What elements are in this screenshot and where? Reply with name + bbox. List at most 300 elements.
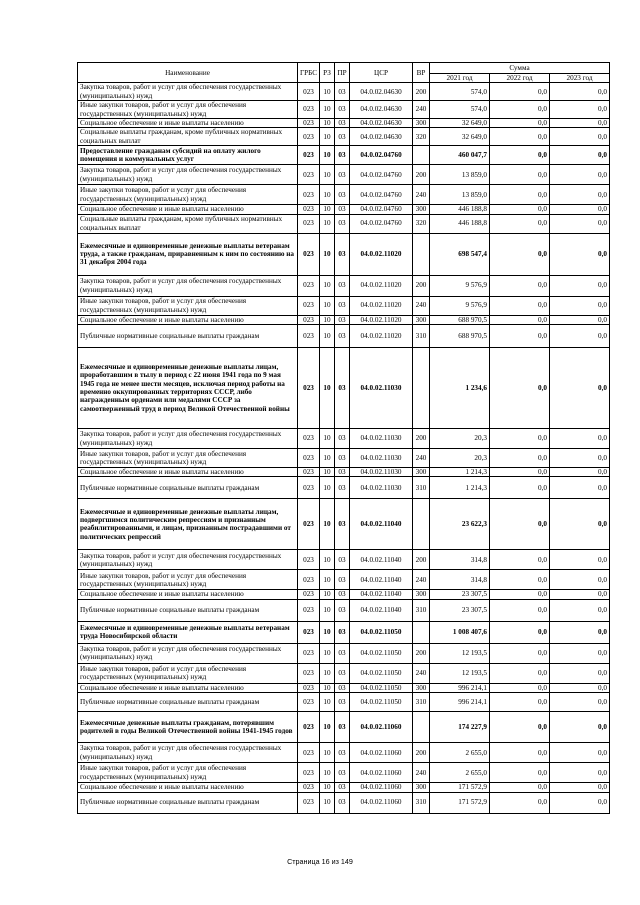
cell-csr: 04.0.02.11060 (350, 763, 413, 783)
cell-2021: 2 655,0 (430, 743, 490, 763)
cell-grbs: 023 (298, 683, 320, 692)
cell-rz: 10 (320, 477, 335, 499)
cell-vr: 300 (413, 783, 430, 792)
cell-rz: 10 (320, 146, 335, 165)
cell-pr: 03 (335, 233, 350, 275)
cell-csr: 04.0.02.11030 (350, 468, 413, 477)
cell-rz: 10 (320, 792, 335, 813)
cell-name: Иные закупки товаров, работ и услуг для обеспечения государственных (муниципальных) нужд (78, 570, 298, 590)
cell-2022: 0,0 (490, 348, 550, 429)
cell-csr: 04.0.02.11020 (350, 275, 413, 296)
cell-vr: 310 (413, 477, 430, 499)
cell-csr: 04.0.02.11040 (350, 499, 413, 550)
cell-pr: 03 (335, 348, 350, 429)
cell-name: Социальные выплаты гражданам, кроме публичных нормативных социальных выплат (78, 128, 298, 146)
cell-2023: 0,0 (550, 205, 610, 214)
cell-2023: 0,0 (550, 101, 610, 119)
cell-name: Публичные нормативные социальные выплаты гражданам (78, 325, 298, 348)
cell-csr: 04.0.02.04760 (350, 165, 413, 185)
cell-2021: 32 649,0 (430, 119, 490, 128)
cell-vr: 240 (413, 296, 430, 315)
cell-2021: 171 572,9 (430, 783, 490, 792)
cell-grbs: 023 (298, 743, 320, 763)
cell-name: Социальное обеспечение и иные выплаты населению (78, 590, 298, 599)
cell-rz: 10 (320, 233, 335, 275)
cell-pr: 03 (335, 429, 350, 449)
cell-pr: 03 (335, 468, 350, 477)
cell-2021: 446 188,8 (430, 205, 490, 214)
cell-vr (413, 348, 430, 429)
header-year-2022: 2022 год (490, 74, 550, 83)
cell-2022: 0,0 (490, 119, 550, 128)
cell-grbs: 023 (298, 621, 320, 643)
table-row (78, 315, 610, 324)
table-row (78, 275, 610, 296)
cell-csr: 04.0.02.11030 (350, 348, 413, 429)
cell-vr: 320 (413, 128, 430, 146)
cell-2021: 996 214,1 (430, 683, 490, 692)
cell-2023: 0,0 (550, 296, 610, 315)
cell-csr: 04.0.02.04760 (350, 205, 413, 214)
cell-rz: 10 (320, 550, 335, 570)
cell-grbs: 023 (298, 315, 320, 324)
cell-rz: 10 (320, 683, 335, 692)
cell-vr: 200 (413, 550, 430, 570)
cell-2022: 0,0 (490, 315, 550, 324)
cell-2022: 0,0 (490, 101, 550, 119)
table-row (78, 763, 610, 783)
header-pr: ПР (335, 63, 350, 83)
table-row (78, 683, 610, 692)
cell-rz: 10 (320, 621, 335, 643)
cell-2023: 0,0 (550, 348, 610, 429)
table-row (78, 214, 610, 233)
cell-pr: 03 (335, 214, 350, 233)
table-row (78, 712, 610, 743)
cell-csr: 04.0.02.04760 (350, 146, 413, 165)
cell-name: Публичные нормативные социальные выплаты гражданам (78, 599, 298, 621)
cell-vr: 200 (413, 83, 430, 101)
table-row (78, 119, 610, 128)
cell-grbs: 023 (298, 119, 320, 128)
table-row (78, 128, 610, 146)
cell-2021: 1 008 407,6 (430, 621, 490, 643)
cell-csr: 04.0.02.11060 (350, 712, 413, 743)
budget-table (77, 62, 610, 814)
cell-2022: 0,0 (490, 693, 550, 712)
cell-grbs: 023 (298, 348, 320, 429)
cell-name: Закупка товаров, работ и услуг для обеспечения государственных (муниципальных) нужд (78, 643, 298, 663)
header-rz: РЗ (320, 63, 335, 83)
cell-2023: 0,0 (550, 763, 610, 783)
cell-pr: 03 (335, 683, 350, 692)
cell-pr: 03 (335, 101, 350, 119)
cell-name: Иные закупки товаров, работ и услуг для обеспечения государственных (муниципальных) нужд (78, 663, 298, 683)
cell-grbs: 023 (298, 325, 320, 348)
cell-2021: 446 188,8 (430, 214, 490, 233)
table-header (78, 63, 610, 83)
table-row (78, 570, 610, 590)
cell-2023: 0,0 (550, 429, 610, 449)
cell-csr: 04.0.02.11040 (350, 550, 413, 570)
cell-2023: 0,0 (550, 185, 610, 205)
cell-2022: 0,0 (490, 743, 550, 763)
cell-name: Ежемесячные и единовременные денежные выплаты ветеранам труда, а также гражданам, приравненным к ним по состоянию на 31 декабря 2004 года (78, 233, 298, 275)
cell-2023: 0,0 (550, 570, 610, 590)
cell-vr: 240 (413, 101, 430, 119)
cell-2021: 574,0 (430, 83, 490, 101)
cell-2022: 0,0 (490, 712, 550, 743)
cell-name: Предоставление гражданам субсидий на оплату жилого помещения и коммунальных услуг (78, 146, 298, 165)
cell-grbs: 023 (298, 477, 320, 499)
cell-pr: 03 (335, 550, 350, 570)
cell-csr: 04.0.02.04630 (350, 119, 413, 128)
cell-2022: 0,0 (490, 296, 550, 315)
cell-2023: 0,0 (550, 468, 610, 477)
cell-2021: 171 572,9 (430, 792, 490, 813)
cell-rz: 10 (320, 185, 335, 205)
cell-grbs: 023 (298, 468, 320, 477)
cell-vr: 300 (413, 590, 430, 599)
cell-name: Публичные нормативные социальные выплаты гражданам (78, 477, 298, 499)
cell-grbs: 023 (298, 429, 320, 449)
cell-name: Социальное обеспечение и иные выплаты населению (78, 683, 298, 692)
table-row (78, 205, 610, 214)
cell-pr: 03 (335, 621, 350, 643)
cell-2023: 0,0 (550, 550, 610, 570)
cell-csr: 04.0.02.11020 (350, 325, 413, 348)
cell-grbs: 023 (298, 165, 320, 185)
cell-2022: 0,0 (490, 599, 550, 621)
cell-vr: 240 (413, 763, 430, 783)
cell-rz: 10 (320, 763, 335, 783)
cell-vr: 310 (413, 599, 430, 621)
cell-2023: 0,0 (550, 693, 610, 712)
cell-vr (413, 621, 430, 643)
cell-vr: 300 (413, 205, 430, 214)
cell-2023: 0,0 (550, 792, 610, 813)
cell-csr: 04.0.02.11030 (350, 477, 413, 499)
cell-pr: 03 (335, 783, 350, 792)
cell-2022: 0,0 (490, 325, 550, 348)
cell-2022: 0,0 (490, 663, 550, 683)
cell-vr: 300 (413, 683, 430, 692)
cell-vr: 200 (413, 165, 430, 185)
table-row (78, 477, 610, 499)
cell-2021: 314,8 (430, 570, 490, 590)
cell-2023: 0,0 (550, 146, 610, 165)
cell-pr: 03 (335, 128, 350, 146)
table-row (78, 325, 610, 348)
cell-2021: 12 193,5 (430, 663, 490, 683)
cell-pr: 03 (335, 763, 350, 783)
cell-csr: 04.0.02.04630 (350, 101, 413, 119)
cell-2022: 0,0 (490, 165, 550, 185)
table-row (78, 146, 610, 165)
cell-rz: 10 (320, 315, 335, 324)
cell-2021: 688 970,5 (430, 325, 490, 348)
cell-csr: 04.0.02.11060 (350, 743, 413, 763)
cell-2022: 0,0 (490, 621, 550, 643)
cell-2023: 0,0 (550, 743, 610, 763)
cell-vr: 200 (413, 429, 430, 449)
cell-csr: 04.0.02.04630 (350, 128, 413, 146)
cell-vr (413, 233, 430, 275)
header-vr: ВР (413, 63, 430, 83)
cell-rz: 10 (320, 468, 335, 477)
cell-2021: 23 307,5 (430, 590, 490, 599)
table-row (78, 550, 610, 570)
cell-vr: 300 (413, 315, 430, 324)
cell-pr: 03 (335, 499, 350, 550)
cell-vr: 300 (413, 468, 430, 477)
cell-grbs: 023 (298, 146, 320, 165)
cell-csr: 04.0.02.04760 (350, 214, 413, 233)
cell-2023: 0,0 (550, 233, 610, 275)
cell-csr: 04.0.02.11040 (350, 570, 413, 590)
cell-rz: 10 (320, 275, 335, 296)
table-row (78, 743, 610, 763)
cell-name: Социальное обеспечение и иные выплаты населению (78, 119, 298, 128)
table-row (78, 101, 610, 119)
cell-vr: 310 (413, 325, 430, 348)
cell-2021: 9 576,9 (430, 275, 490, 296)
cell-pr: 03 (335, 146, 350, 165)
cell-name: Закупка товаров, работ и услуг для обеспечения государственных (муниципальных) нужд (78, 275, 298, 296)
table-row (78, 783, 610, 792)
cell-2023: 0,0 (550, 119, 610, 128)
cell-2022: 0,0 (490, 233, 550, 275)
table-body (78, 83, 610, 813)
table-row (78, 165, 610, 185)
cell-grbs: 023 (298, 643, 320, 663)
header-year-2023: 2023 год (550, 74, 610, 83)
cell-vr: 240 (413, 449, 430, 468)
cell-grbs: 023 (298, 712, 320, 743)
table-row (78, 621, 610, 643)
cell-pr: 03 (335, 205, 350, 214)
cell-name: Социальное обеспечение и иные выплаты населению (78, 783, 298, 792)
cell-2022: 0,0 (490, 590, 550, 599)
cell-pr: 03 (335, 693, 350, 712)
cell-rz: 10 (320, 83, 335, 101)
cell-grbs: 023 (298, 449, 320, 468)
cell-pr: 03 (335, 119, 350, 128)
cell-name: Закупка товаров, работ и услуг для обеспечения государственных (муниципальных) нужд (78, 165, 298, 185)
cell-vr: 310 (413, 792, 430, 813)
cell-name: Иные закупки товаров, работ и услуг для обеспечения государственных (муниципальных) нужд (78, 763, 298, 783)
cell-2022: 0,0 (490, 275, 550, 296)
cell-pr: 03 (335, 590, 350, 599)
cell-csr: 04.0.02.11060 (350, 783, 413, 792)
cell-2021: 13 859,0 (430, 185, 490, 205)
cell-2021: 996 214,1 (430, 693, 490, 712)
header-name: Наименование (78, 63, 298, 83)
cell-vr: 320 (413, 214, 430, 233)
cell-csr: 04.0.02.11050 (350, 643, 413, 663)
table-row (78, 643, 610, 663)
cell-grbs: 023 (298, 275, 320, 296)
cell-2021: 20,3 (430, 449, 490, 468)
cell-pr: 03 (335, 477, 350, 499)
cell-csr: 04.0.02.11060 (350, 792, 413, 813)
cell-2022: 0,0 (490, 643, 550, 663)
cell-2023: 0,0 (550, 449, 610, 468)
cell-pr: 03 (335, 325, 350, 348)
cell-rz: 10 (320, 348, 335, 429)
cell-pr: 03 (335, 599, 350, 621)
cell-name: Ежемесячные и единовременные денежные выплаты лицам, подвергшимся политическим репрессиям и признанным реабилитированными, и лицам, признанным пострадавшими от политических репрессий (78, 499, 298, 550)
cell-2023: 0,0 (550, 663, 610, 683)
cell-2023: 0,0 (550, 783, 610, 792)
table-row (78, 663, 610, 683)
cell-pr: 03 (335, 663, 350, 683)
cell-rz: 10 (320, 599, 335, 621)
cell-2021: 1 234,6 (430, 348, 490, 429)
cell-vr (413, 146, 430, 165)
cell-2023: 0,0 (550, 643, 610, 663)
cell-rz: 10 (320, 429, 335, 449)
cell-name: Иные закупки товаров, работ и услуг для обеспечения государственных (муниципальных) нужд (78, 296, 298, 315)
page-number: Страница 16 из 149 (287, 857, 353, 866)
cell-2021: 23 307,5 (430, 599, 490, 621)
cell-name: Публичные нормативные социальные выплаты гражданам (78, 693, 298, 712)
table-row (78, 83, 610, 101)
cell-rz: 10 (320, 590, 335, 599)
cell-name: Социальное обеспечение и иные выплаты населению (78, 205, 298, 214)
cell-csr: 04.0.02.11050 (350, 621, 413, 643)
table-row (78, 348, 610, 429)
cell-rz: 10 (320, 296, 335, 315)
cell-2023: 0,0 (550, 683, 610, 692)
cell-rz: 10 (320, 449, 335, 468)
cell-2023: 0,0 (550, 590, 610, 599)
cell-name: Социальное обеспечение и иные выплаты населению (78, 315, 298, 324)
cell-csr: 04.0.02.11050 (350, 663, 413, 683)
cell-vr: 200 (413, 643, 430, 663)
cell-vr: 200 (413, 743, 430, 763)
cell-grbs: 023 (298, 185, 320, 205)
cell-vr (413, 499, 430, 550)
cell-name: Закупка товаров, работ и услуг для обеспечения государственных (муниципальных) нужд (78, 429, 298, 449)
cell-2021: 460 047,7 (430, 146, 490, 165)
cell-2022: 0,0 (490, 683, 550, 692)
cell-csr: 04.0.02.04760 (350, 185, 413, 205)
cell-2021: 1 214,3 (430, 468, 490, 477)
table-row (78, 599, 610, 621)
cell-csr: 04.0.02.11040 (350, 599, 413, 621)
cell-2021: 174 227,9 (430, 712, 490, 743)
cell-grbs: 023 (298, 101, 320, 119)
cell-rz: 10 (320, 570, 335, 590)
table-row (78, 468, 610, 477)
cell-2022: 0,0 (490, 499, 550, 550)
cell-pr: 03 (335, 165, 350, 185)
header-sum: Сумма (430, 63, 610, 74)
cell-grbs: 023 (298, 599, 320, 621)
cell-vr: 300 (413, 119, 430, 128)
cell-vr (413, 712, 430, 743)
cell-grbs: 023 (298, 783, 320, 792)
table-row (78, 233, 610, 275)
cell-2022: 0,0 (490, 783, 550, 792)
cell-2021: 688 970,5 (430, 315, 490, 324)
cell-2022: 0,0 (490, 449, 550, 468)
cell-grbs: 023 (298, 205, 320, 214)
cell-name: Ежемесячные денежные выплаты гражданам, потерявшим родителей в годы Великой Отечественной войны 1941-1945 годов (78, 712, 298, 743)
cell-2023: 0,0 (550, 325, 610, 348)
table-row (78, 185, 610, 205)
cell-name: Закупка товаров, работ и услуг для обеспечения государственных (муниципальных) нужд (78, 743, 298, 763)
cell-rz: 10 (320, 214, 335, 233)
table-row (78, 296, 610, 315)
header-csr: ЦСР (350, 63, 413, 83)
cell-pr: 03 (335, 449, 350, 468)
cell-csr: 04.0.02.11050 (350, 683, 413, 692)
cell-2022: 0,0 (490, 792, 550, 813)
cell-2021: 13 859,0 (430, 165, 490, 185)
cell-grbs: 023 (298, 792, 320, 813)
cell-2022: 0,0 (490, 468, 550, 477)
cell-name: Иные закупки товаров, работ и услуг для обеспечения государственных (муниципальных) нужд (78, 449, 298, 468)
cell-grbs: 023 (298, 128, 320, 146)
cell-2022: 0,0 (490, 477, 550, 499)
cell-vr: 200 (413, 275, 430, 296)
cell-2022: 0,0 (490, 83, 550, 101)
cell-rz: 10 (320, 663, 335, 683)
budget-table-sheet (77, 62, 609, 814)
cell-grbs: 023 (298, 550, 320, 570)
table-row (78, 792, 610, 813)
cell-rz: 10 (320, 325, 335, 348)
cell-csr: 04.0.02.04630 (350, 83, 413, 101)
cell-vr: 310 (413, 693, 430, 712)
cell-name: Закупка товаров, работ и услуг для обеспечения государственных (муниципальных) нужд (78, 83, 298, 101)
cell-rz: 10 (320, 101, 335, 119)
cell-rz: 10 (320, 712, 335, 743)
cell-name: Ежемесячные и единовременные денежные выплаты лицам, проработавшим в тылу в период с 22 июня 1941 года по 9 мая 1945 года не менее шести месяцев, исключая период работы на временно оккупированных территориях СССР, либо награжденным орденами или медалями СССР за самоотверженный труд в период Великой Отечественной войны (78, 348, 298, 429)
cell-csr: 04.0.02.11020 (350, 296, 413, 315)
cell-rz: 10 (320, 205, 335, 214)
cell-rz: 10 (320, 165, 335, 185)
cell-2022: 0,0 (490, 570, 550, 590)
cell-2023: 0,0 (550, 477, 610, 499)
cell-2023: 0,0 (550, 599, 610, 621)
table-row (78, 449, 610, 468)
cell-csr: 04.0.02.11020 (350, 233, 413, 275)
cell-name: Закупка товаров, работ и услуг для обеспечения государственных (муниципальных) нужд (78, 550, 298, 570)
cell-name: Публичные нормативные социальные выплаты гражданам (78, 792, 298, 813)
cell-2023: 0,0 (550, 275, 610, 296)
table-row (78, 499, 610, 550)
cell-2021: 32 649,0 (430, 128, 490, 146)
cell-csr: 04.0.02.11050 (350, 693, 413, 712)
cell-rz: 10 (320, 783, 335, 792)
cell-rz: 10 (320, 643, 335, 663)
cell-vr: 240 (413, 570, 430, 590)
cell-grbs: 023 (298, 570, 320, 590)
cell-2021: 1 214,3 (430, 477, 490, 499)
cell-csr: 04.0.02.11040 (350, 590, 413, 599)
cell-2023: 0,0 (550, 499, 610, 550)
cell-csr: 04.0.02.11020 (350, 315, 413, 324)
cell-pr: 03 (335, 570, 350, 590)
cell-grbs: 023 (298, 693, 320, 712)
cell-pr: 03 (335, 712, 350, 743)
cell-2023: 0,0 (550, 165, 610, 185)
cell-2022: 0,0 (490, 429, 550, 449)
table-row (78, 693, 610, 712)
